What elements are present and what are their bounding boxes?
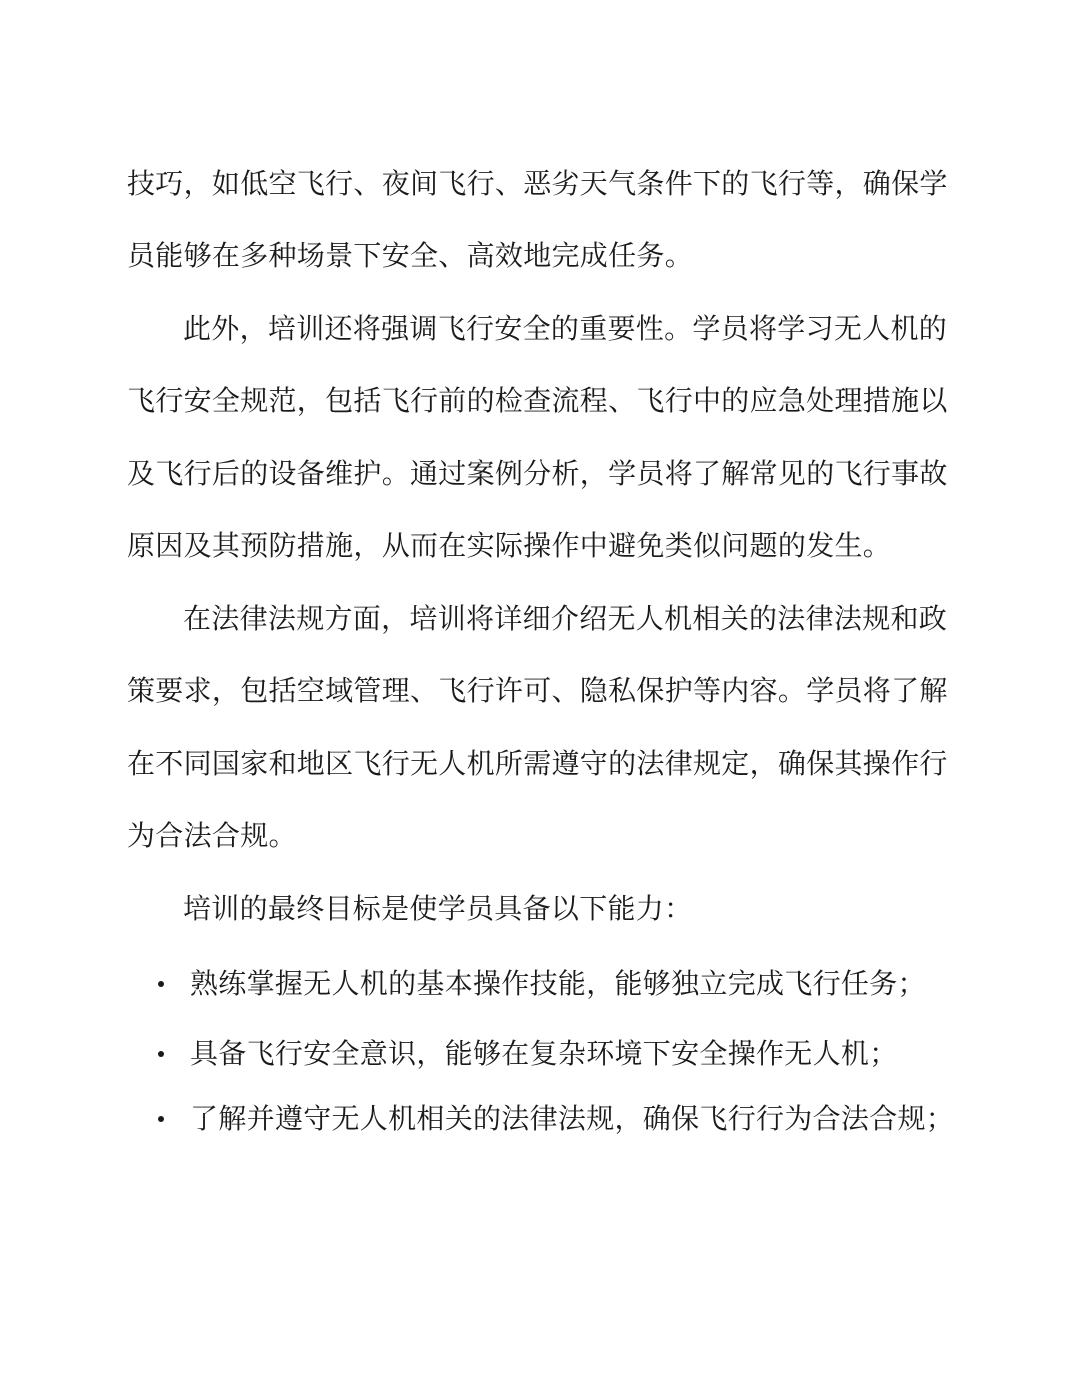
paragraph-2-line-3: 及飞行后的设备维护。通过案例分析，学员将了解常见的飞行事故 (127, 457, 948, 490)
bullet-icon (158, 1116, 164, 1122)
list-item (158, 1034, 978, 1074)
paragraph-1-line-2: 员能够在多种场景下安全、高效地完成任务。 (127, 239, 694, 272)
bullet-icon (158, 981, 164, 987)
paragraph-3-line-3: 在不同国家和地区飞行无人机所需遵守的法律规定，确保其操作行 (127, 747, 948, 780)
bullet-icon (158, 1051, 164, 1057)
list-item-text: 了解并遵守无人机相关的法律法规，确保飞行行为合法合规； (190, 1102, 955, 1135)
paragraph-4-line-1: 培训的最终目标是使学员具备以下能力： (183, 892, 693, 925)
list-item (158, 1099, 978, 1139)
paragraph-3-line-4: 为合法合规。 (127, 819, 297, 852)
paragraph-1-line-1: 技巧，如低空飞行、夜间飞行、恶劣天气条件下的飞行等，确保学 (127, 167, 948, 200)
list-item-text: 熟练掌握无人机的基本操作技能，能够独立完成飞行任务； (190, 967, 926, 1000)
paragraph-2-line-1: 此外，培训还将强调飞行安全的重要性。学员将学习无人机的 (183, 312, 948, 345)
paragraph-3-line-2: 策要求，包括空域管理、飞行许可、隐私保护等内容。学员将了解 (127, 674, 948, 707)
paragraph-3-line-1: 在法律法规方面，培训将详细介绍无人机相关的法律法规和政 (183, 602, 948, 635)
list-item-text: 具备飞行安全意识，能够在复杂环境下安全操作无人机； (190, 1037, 898, 1070)
paragraph-2-line-2: 飞行安全规范，包括飞行前的检查流程、飞行中的应急处理措施以 (127, 384, 948, 417)
list-item (158, 964, 978, 1004)
paragraph-2-line-4: 原因及其预防措施，从而在实际操作中避免类似问题的发生。 (127, 529, 892, 562)
